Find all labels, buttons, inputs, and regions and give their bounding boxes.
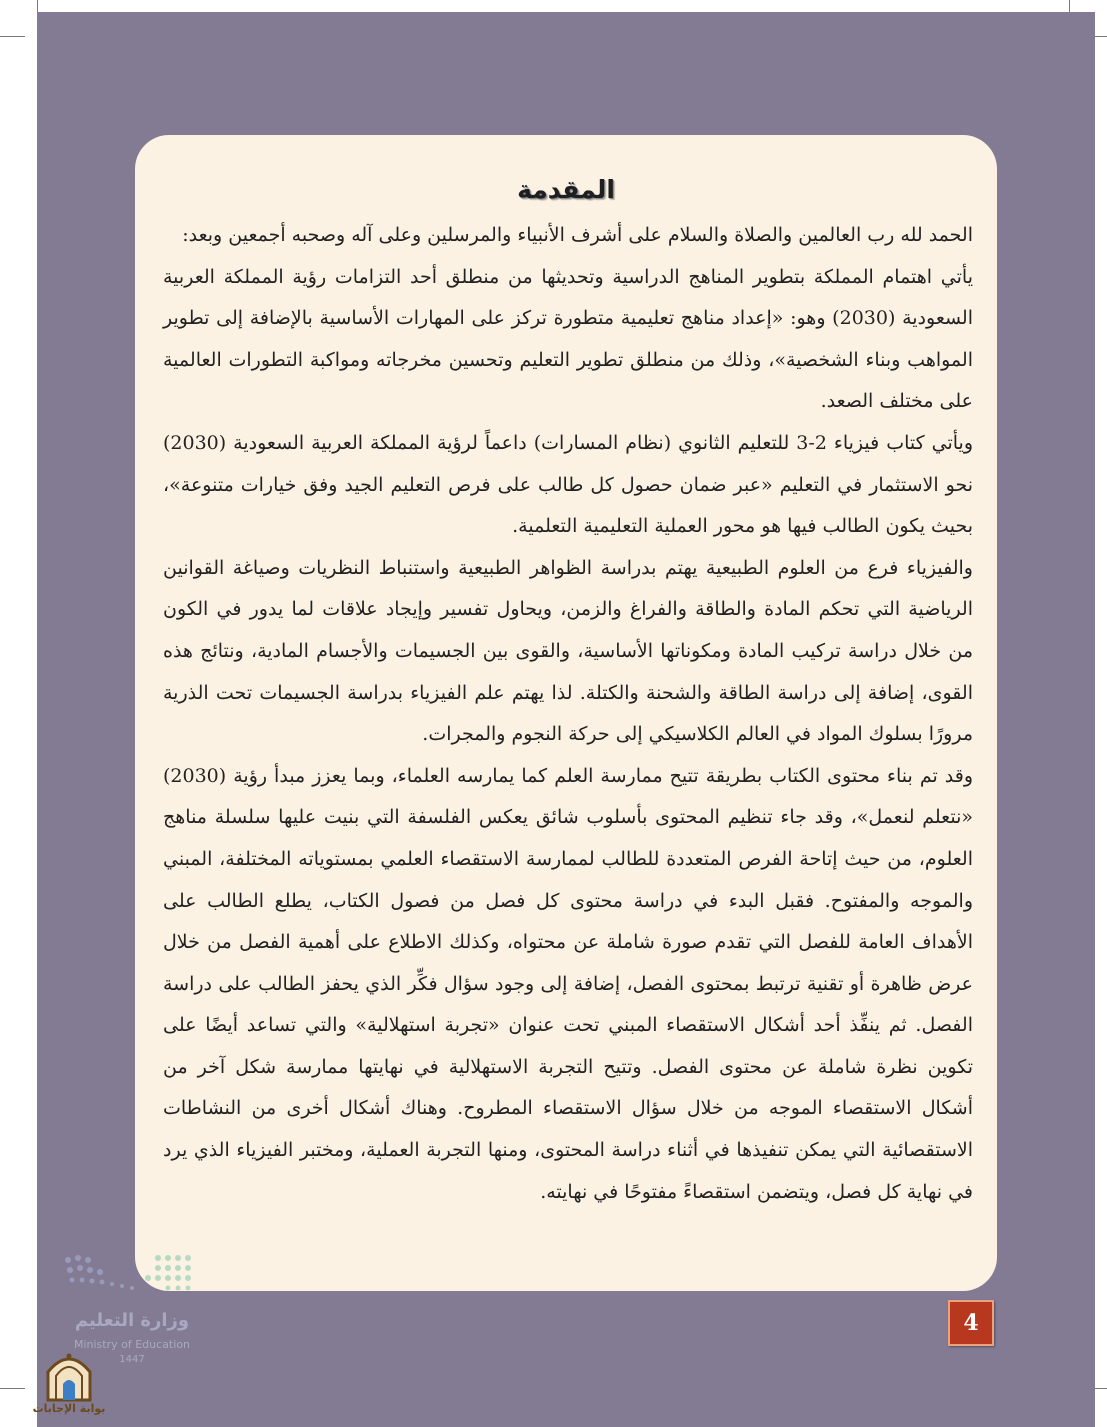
paragraph-greeting: الحمد لله رب العالمين والصلاة والسلام على أشرف الأنبياء والمرسلين وعلى آله وصحبه أجمعين وبعد: [182,224,973,246]
page-title [135,175,997,204]
answers-portal-logo [28,1350,110,1422]
mosque-arch-icon [28,1350,110,1402]
answers-portal-label: بوابة الإجابات [32,1402,106,1415]
ministry-name-en: Ministry of Education [73,1338,190,1351]
paragraph-content: وقد تم بناء محتوى الكتاب بطريقة تتيح ممارسة العلم كما يمارسه العلماء، وبما يعزز مبدأ رؤية (2030) «نتعلم لنعمل»، وقد جاء تنظيم المحتوى بأسلوب شائق يعكس الفلسفة التي بنيت عليها سلسلة مناهج العلوم، من حيث إتاحة الفرص المتعددة للطالب لممارسة الاستقصاء العلمي بمستوياته المختلفة، المبني والموجه والمفتوح. فقبل البدء في دراسة محتوى كل فصل من فصول الكتاب، يطلع الطالب على الأهداف العامة للفصل التي تقدم صورة شاملة عن محتواه، وكذلك الاطلاع على أهمية الفصل من خلال عرض ظاهرة أو تقنية ترتبط بمحتوى الفصل، إضافة إلى وجود سؤال فكِّر الذي يحفز الطالب على دراسة الفصل. ثم ينفِّذ أحد أشكال الاستقصاء المبني تحت عنوان «تجربة استهلالية» والتي تساعد أيضًا على تكوين نظرة شاملة عن محتوى الفصل. وتتيح التجربة الاستهلالية في نهايتها ممارسة شكل آخر من أشكال الاستقصاء الموجه من خلال سؤال الاستقصاء المطروح. وهناك أشكال أخرى من النشاطات الاستقصائية التي يمكن تنفيذها في أثناء دراسة المحتوى، ومنها التجربة العملية، ومختبر الفيزياء الذي يرد في نهاية كل فصل، ويتضمن استقصاءً مفتوحًا في نهايته. [163,764,973,1203]
page-number-badge [948,1300,994,1346]
introduction-body [163,215,973,1213]
paragraph-physics: والفيزياء فرع من العلوم الطبيعية يهتم بدراسة الظواهر الطبيعية واستنباط النظريات وصياغة القوانين الرياضية التي تحكم المادة والطاقة والفراغ والزمن، ويحاول تفسير وإيجاد علاقات لما يدور في الكون من خلال دراسة تركيب المادة ومكوناتها الأساسية، والقوى بين الجسيمات والأجسام المادية، ونتائج هذه القوى، إضافة إلى دراسة الطاقة والشحنة والكتلة. لذا يهتم علم الفيزياء بدراسة الجسيمات تحت الذرية مرورًا بسلوك المواد في العالم الكلاسيكي إلى حركة النجوم والمجرات. [163,556,973,746]
trim-mark [1069,0,1070,12]
paragraph-book: ويأتي كتاب فيزياء 2-3 للتعليم الثانوي (نظام المسارات) داعماً لرؤية المملكة العربية السعودية (2030) نحو الاستثمار في التعليم «عبر ضمان حصول كل طالب على فرص التعليم الجيد وفق خيارات متنوعة»، بحيث يكون الطالب فيها هو محور العملية التعليمية التعلمية. [163,431,974,538]
trim-mark [0,1388,25,1389]
paragraph-vision: يأتي اهتمام المملكة بتطوير المناهج الدراسية وتحديثها من منطلق أحد التزامات رؤية المملكة العربية السعودية (2030) وهو: «إعداد مناهج تعليمية متطورة تركز على المهارات الأساسية بالإضافة إلى تطوير المواهب وبناء الشخصية»، وذلك من منطلق تطوير التعليم وتحسين مخرجاته ومواكبة التطورات العالمية على مختلف الصعد. [163,265,973,413]
ministry-dots-icon [58,1250,208,1310]
page-number: 4 [963,1310,979,1336]
ministry-year: 1447 [119,1354,145,1365]
trim-mark [0,36,25,37]
ministry-name-ar: وزارة التعليم [74,1310,190,1331]
page-title-text: المقدمة [517,175,615,204]
introduction-panel [135,135,997,1291]
trim-mark [37,0,38,12]
